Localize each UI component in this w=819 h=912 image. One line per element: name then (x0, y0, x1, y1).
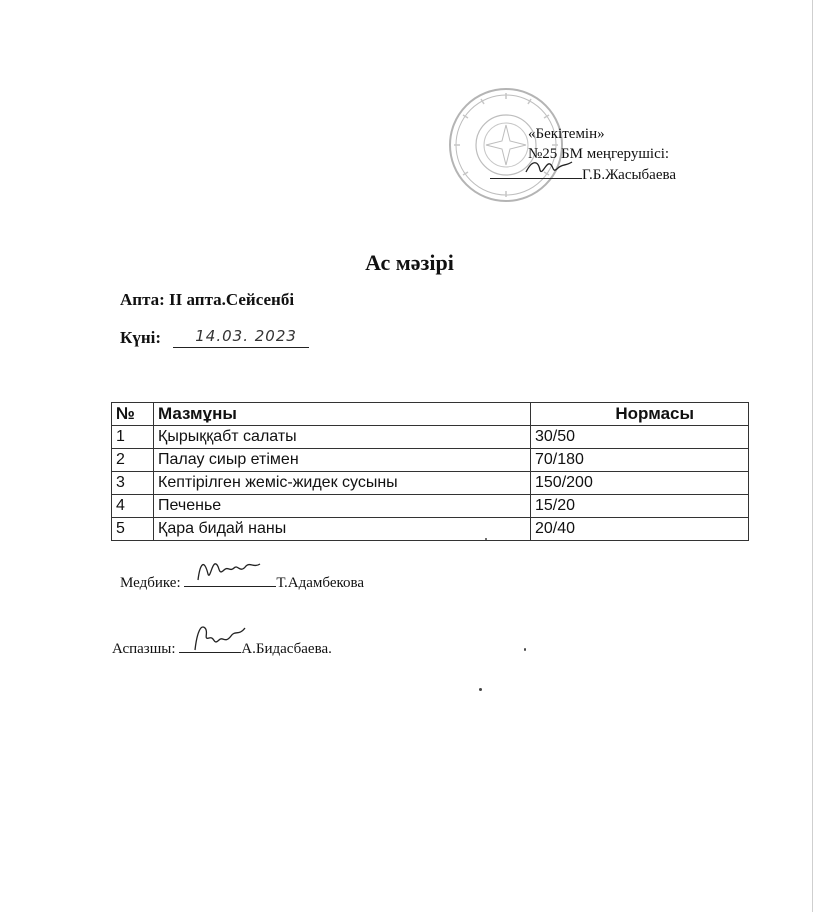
row-content: Кептірілген жеміс-жидек сусыны (154, 472, 531, 495)
date-row (120, 328, 309, 348)
scan-speck (524, 648, 526, 651)
row-no: 1 (112, 426, 154, 449)
table-row (112, 518, 749, 541)
page-title: Ас мәзірі (365, 250, 454, 275)
nurse-label: Медбике: (120, 575, 181, 591)
head-signature (490, 164, 582, 179)
date-value: 14.03. 2023 (195, 327, 297, 345)
approval-name: Г.Б.Жасыбаева (582, 167, 677, 183)
row-norm: 15/20 (531, 495, 749, 518)
row-no: 2 (112, 449, 154, 472)
nurse-name: Т.Адамбекова (276, 575, 365, 591)
row-content: Печенье (154, 495, 531, 518)
date-label: Күні: (120, 328, 162, 347)
row-no: 4 (112, 495, 154, 518)
table-row (112, 449, 749, 472)
table-row (112, 495, 749, 518)
scan-speck (485, 538, 487, 540)
approval-heading: «Бекітемін» (528, 126, 605, 142)
table-header-row (112, 403, 749, 426)
nurse-signature-icon (194, 554, 264, 584)
header-no: № (112, 403, 154, 426)
table-row (112, 472, 749, 495)
cook-signoff (112, 636, 332, 658)
row-norm: 70/180 (531, 449, 749, 472)
row-norm: 150/200 (531, 472, 749, 495)
approval-position: №25 БМ меңгерушісі: (528, 146, 670, 162)
row-norm: 30/50 (531, 426, 749, 449)
nurse-signoff (120, 570, 364, 592)
approval-block (480, 124, 740, 185)
nurse-signature (184, 570, 276, 587)
head-signature-icon (524, 156, 574, 178)
date-field (173, 329, 309, 348)
row-norm: 20/40 (531, 518, 749, 541)
approval-signature-line (490, 164, 740, 185)
cook-label: Аспазшы: (112, 641, 176, 657)
cook-signature (179, 636, 241, 653)
table-row (112, 426, 749, 449)
week-label: Апта: ІІ апта.Сейсенбі (120, 290, 295, 309)
scan-speck (479, 688, 482, 691)
cook-signature-icon (189, 620, 249, 654)
header-content: Мазмұны (154, 403, 531, 426)
row-no: 3 (112, 472, 154, 495)
row-content: Қырыққабт салаты (154, 426, 531, 449)
scan-edge (812, 0, 813, 912)
row-content: Палау сиыр етімен (154, 449, 531, 472)
row-content: Қара бидай наны (154, 518, 531, 541)
cook-name: А.Бидасбаева. (241, 641, 332, 657)
header-norm: Нормасы (531, 403, 749, 426)
menu-table (111, 402, 749, 541)
row-no: 5 (112, 518, 154, 541)
